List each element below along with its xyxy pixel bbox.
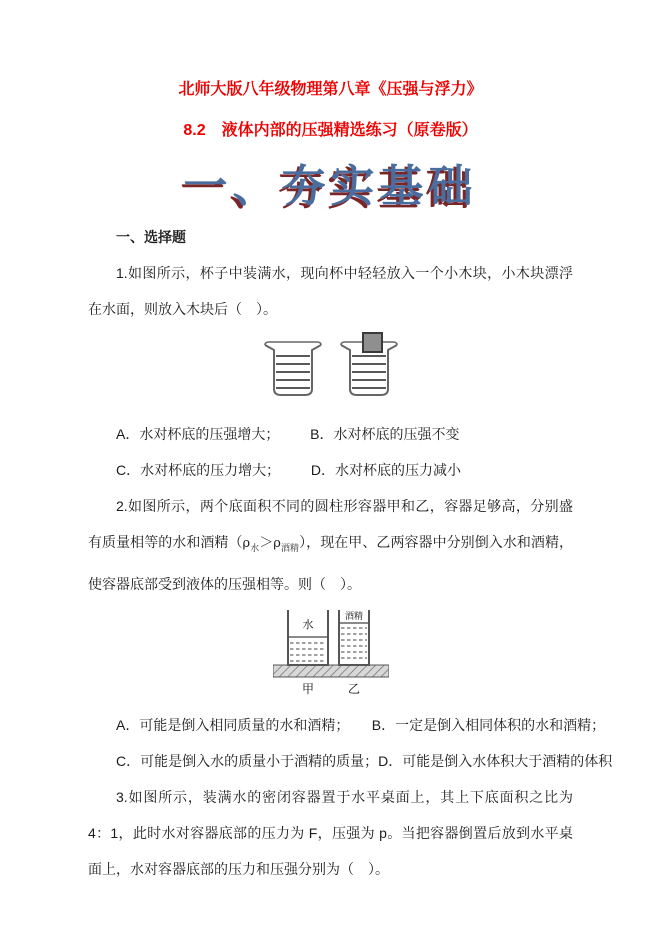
subsection-heading: 一、选择题 [116,228,186,245]
containers-illustration [273,606,389,698]
alcohol-label: 酒精 [344,610,363,621]
question-2-options-row1 [88,707,606,743]
ground-surface [273,665,389,677]
beaker-left [265,342,321,395]
beakers-illustration [262,331,400,407]
document-title-line1: 北师大版八年级物理第八章《压强与浮力》 [178,81,483,98]
water-label: 水 [302,618,313,631]
section-banner-wordart: 一、夯实基础 [183,162,478,212]
question-1-figure [88,331,573,412]
question-1-options-row2 [88,452,573,488]
density-inequality-equation: $\rho_水>\rho_{酒精}$ [242,533,300,553]
option-2d: D．可能是倒入水体积大于酒精的体积 [378,752,613,769]
question-2-figure [88,606,573,703]
question-2-options-row2 [88,743,613,779]
option-1d: D．水对杯底的压力减小 [310,461,462,478]
water-lines-left [276,356,310,388]
option-1a: A．水对杯底的压强增大； [116,425,280,442]
floating-wood-block [363,333,382,352]
question-1-options-row1 [88,416,573,452]
question-2-text: 2.如图所示，两个底面积不同的圆柱形容器甲和乙，容器足够高，分别盛有质量相等的水和酒精$(\rho_水>\rho_{酒精})$，现在甲、乙两容器中分别倒入水和酒精，使容器底部受到液体的压强相等。则（ ）。 [88,497,574,592]
question-3-text: 3.如图所示，装满水的密闭容器置于水平桌面上，其上下底面积之比为 4：1，此时水对容器底部的压力为 F，压强为 p。当把容器倒置后放到水平桌面上，水对容器底部的压力和压强分别为（ ）。 [88,788,573,877]
option-2a: A．可能是倒入相同质量的水和酒精； [116,716,350,733]
option-2b: B．一定是倒入相同体积的水和酒精； [371,716,606,733]
container-right [338,610,370,665]
container-left [287,610,329,665]
question-1-text: 1.如图所示，杯子中装满水，现向杯中轻轻放入一个小木块，小木块漂浮在水面，则放入木块后（ ）。 [88,264,573,317]
document-title-line2: 8.2 液体内部的压强精选练习（原卷版） [183,122,478,140]
water-lines-right [352,356,386,388]
option-1b: B．水对杯底的压强不变 [310,425,460,442]
caption-jia: 甲 [301,681,314,696]
caption-yi: 乙 [347,681,360,696]
option-1c: C．水对杯底的压力增大； [116,461,281,478]
option-2c: C．可能是倒入水的质量小于酒精的质量； [116,752,379,769]
